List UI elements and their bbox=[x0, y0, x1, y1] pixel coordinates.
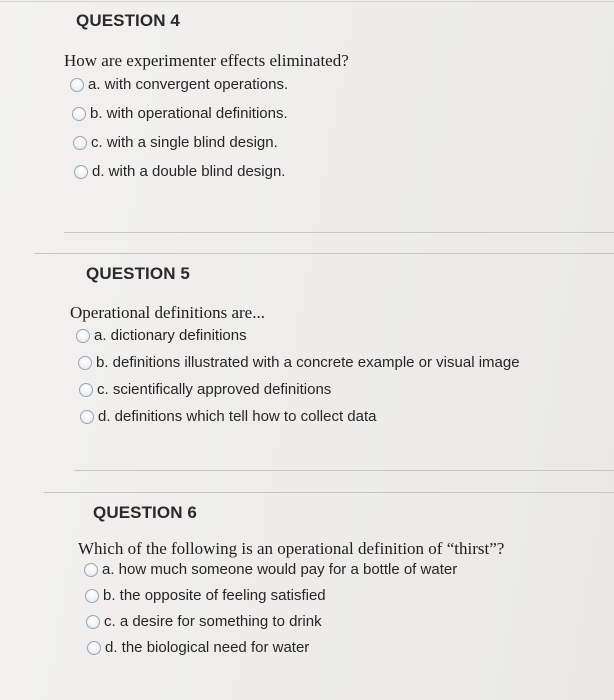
question-6-option-d[interactable] bbox=[87, 639, 309, 656]
option-label: b. definitions illustrated with a concrete example or visual image bbox=[96, 354, 520, 371]
question-4-option-d[interactable] bbox=[74, 163, 285, 180]
option-label: a. dictionary definitions bbox=[94, 327, 247, 344]
option-label: c. with a single blind design. bbox=[91, 134, 278, 151]
radio-button[interactable] bbox=[84, 563, 98, 577]
question-6-option-b[interactable] bbox=[85, 587, 326, 604]
option-label: d. with a double blind design. bbox=[92, 163, 286, 180]
question-4-title: QUESTION 4 bbox=[76, 11, 180, 30]
radio-button[interactable] bbox=[80, 410, 94, 424]
question-5-top-divider bbox=[34, 253, 614, 254]
option-label: b. the opposite of feeling satisfied bbox=[103, 587, 326, 604]
option-label: c. a desire for something to drink bbox=[104, 613, 322, 630]
question-5-bottom-divider bbox=[74, 470, 614, 471]
radio-button[interactable] bbox=[87, 641, 101, 655]
question-6-title: QUESTION 6 bbox=[93, 503, 197, 522]
radio-button[interactable] bbox=[79, 383, 93, 397]
radio-button[interactable] bbox=[76, 329, 90, 343]
option-label: b. with operational definitions. bbox=[90, 105, 288, 122]
radio-button[interactable] bbox=[78, 356, 92, 370]
option-label: c. scientifically approved definitions bbox=[97, 381, 332, 398]
option-label: a. how much someone would pay for a bottle of water bbox=[102, 561, 458, 578]
option-label: a. with convergent operations. bbox=[88, 76, 289, 93]
question-5-option-c[interactable] bbox=[79, 381, 331, 398]
question-4-option-b[interactable] bbox=[72, 105, 288, 122]
option-label: d. the biological need for water bbox=[105, 639, 310, 656]
question-6-option-c[interactable] bbox=[86, 613, 322, 630]
radio-button[interactable] bbox=[85, 589, 99, 603]
question-5-option-d[interactable] bbox=[80, 408, 377, 425]
question-5-option-b[interactable] bbox=[78, 354, 520, 371]
top-divider bbox=[0, 1, 614, 2]
question-4-option-c[interactable] bbox=[73, 134, 278, 151]
radio-button[interactable] bbox=[74, 165, 88, 179]
radio-button[interactable] bbox=[86, 615, 100, 629]
question-6-prompt: Which of the following is an operational definition of “thirst”? bbox=[78, 539, 505, 558]
radio-button[interactable] bbox=[72, 107, 86, 121]
question-6-option-a[interactable] bbox=[84, 561, 457, 578]
question-5-title: QUESTION 5 bbox=[86, 264, 190, 283]
question-5-option-a[interactable] bbox=[76, 327, 247, 344]
question-4-bottom-divider bbox=[64, 232, 614, 233]
question-4-option-a[interactable] bbox=[70, 76, 288, 93]
question-6-top-divider bbox=[44, 492, 614, 493]
option-label: d. definitions which tell how to collect data bbox=[98, 408, 377, 425]
question-4-prompt: How are experimenter effects eliminated? bbox=[64, 51, 349, 70]
question-5-prompt: Operational definitions are... bbox=[70, 303, 265, 322]
radio-button[interactable] bbox=[73, 136, 87, 150]
radio-button[interactable] bbox=[70, 78, 84, 92]
